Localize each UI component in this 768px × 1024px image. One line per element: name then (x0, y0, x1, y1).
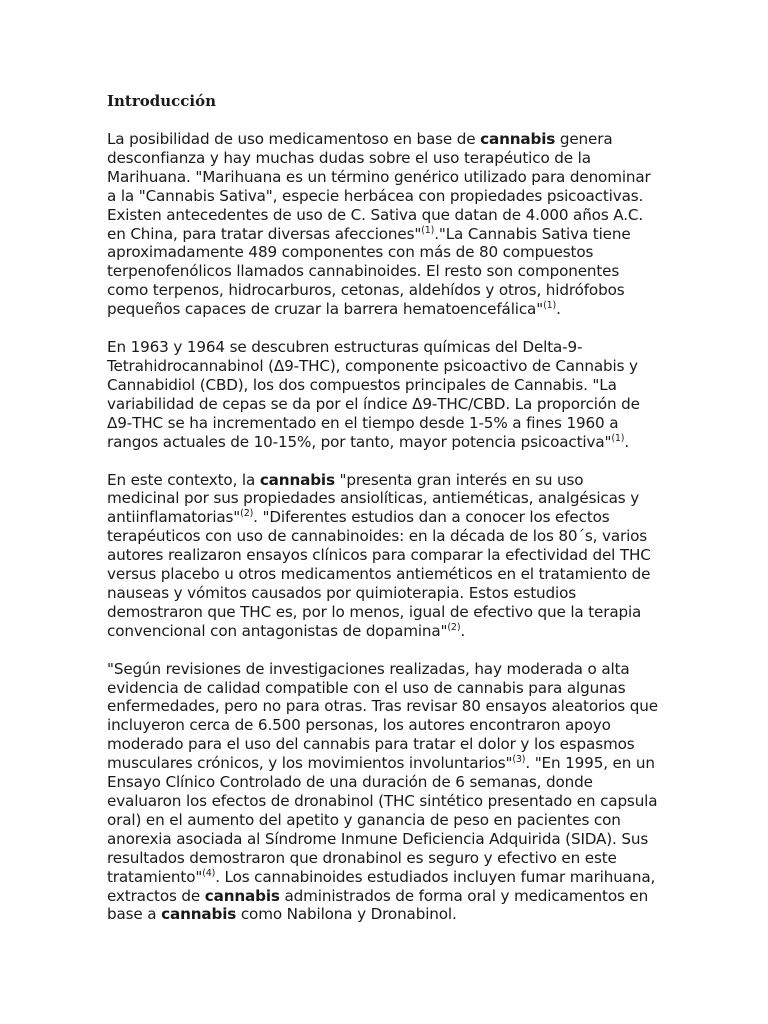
citation-reference: (1) (421, 224, 435, 236)
citation-reference: (3) (512, 754, 526, 766)
text-run: . (624, 432, 630, 451)
paragraph-list (107, 130, 659, 924)
citation-reference: (4) (202, 867, 216, 879)
bold-term: cannabis (161, 905, 237, 924)
text-run: ."La Cannabis Sativa tiene aproximadamente 489 componentes con más de 80 compuestos terpenofenólicos llamados cannabinoides. El resto son componentes como terpenos, hidrocarburos, cetonas, aldehídos y otros, hidrófobos pequeños capaces de cruzar la barrera hematoencefálica" (107, 224, 631, 319)
body-paragraph (107, 660, 659, 925)
text-run: En este contexto, la (107, 470, 260, 489)
text-run: "Según revisiones de investigaciones realizadas, hay moderada o alta evidencia de calidad compatible con el uso de cannabis para algunas enfermedades, pero no para otras. Tras revisar 80 ensayos aleatorios que incluyeron cerca de 6.500 personas, los autores encontraron apoyo moderado para el uso del cannabis para tratar el dolor y los espasmos musculares crónicos, y los movimientos involuntarios" (107, 659, 658, 773)
citation-reference: (2) (447, 621, 461, 633)
body-paragraph (107, 130, 659, 319)
section-heading: Introducción (107, 92, 217, 110)
bold-term: cannabis (204, 886, 280, 905)
text-run: . (460, 621, 466, 640)
text-run: . Los cannabinoides estudiados incluyen fumar marihuana, extractos de (107, 867, 656, 905)
citation-reference: (1) (543, 300, 557, 312)
text-run: genera desconfianza y hay muchas dudas sobre el uso terapéutico de la Marihuana. "Marihuana es un término genérico utilizado para denominar a la "Cannabis Sativa", especie herbácea con propiedades psicoactivas. Existen antecedentes de uso de C. Sativa que datan de 4.000 años A.C. en China, para tratar diversas afecciones" (107, 130, 651, 243)
citation-reference: (2) (240, 508, 254, 520)
text-run: como Nabilona y Dronabinol. (236, 905, 457, 924)
text-run: . "Diferentes estudios dan a conocer los efectos terapéuticos con uso de cannabinoides: en la década de los 80´s, varios autores realizaron ensayos clínicos para comparar la efectividad del THC versus placebo u otros medicamentos antieméticos en el tratamiento de nauseas y vómitos causados por quimioterapia. Estos estudios demostraron que THC es, por lo menos, igual de efectivo que la terapia convencional con antagonistas de dopamina" (107, 508, 651, 640)
body-paragraph (107, 471, 659, 641)
text-run: administrados de forma oral y medicamentos en base a (107, 886, 649, 924)
text-run: En 1963 y 1964 se descubren estructuras químicas del Delta-9-Tetrahidrocannabinol (Δ9-THC), componente psicoactivo de Cannabis y Cannabidiol (CBD), los dos compuestos principales de Cannabis. "La variabilidad de cepas se da por el índice Δ9-THC/CBD. La proporción de Δ9-THC se ha incrementado en el tiempo desde 1-5% a fines 1960 a rangos actuales de 10-15%, por tanto, mayor potencia psicoactiva" (107, 338, 640, 451)
body-paragraph (107, 338, 659, 451)
text-run: "presenta gran interés en su uso medicinal por sus propiedades ansiolíticas, antieméticas, analgésicas y antiinflamatorias" (107, 470, 640, 527)
bold-term: cannabis (259, 470, 335, 489)
bold-term: cannabis (480, 130, 556, 148)
citation-reference: (1) (611, 432, 625, 444)
text-run: . "En 1995, en un Ensayo Clínico Controlado de una duración de 6 semanas, donde evaluaron los efectos de dronabinol (THC sintético presentado en capsula oral) en el aumento del apetito y ganancia de peso en pacientes con anorexia asociada al Síndrome Inmune Deficiencia Adquirida (SIDA). Sus resultados demostraron que dronabinol es seguro y efectivo en este tratamiento" (107, 754, 658, 886)
text-run: . (556, 300, 561, 319)
text-run: La posibilidad de uso medicamentoso en base de (107, 130, 481, 148)
document-page (107, 92, 659, 943)
